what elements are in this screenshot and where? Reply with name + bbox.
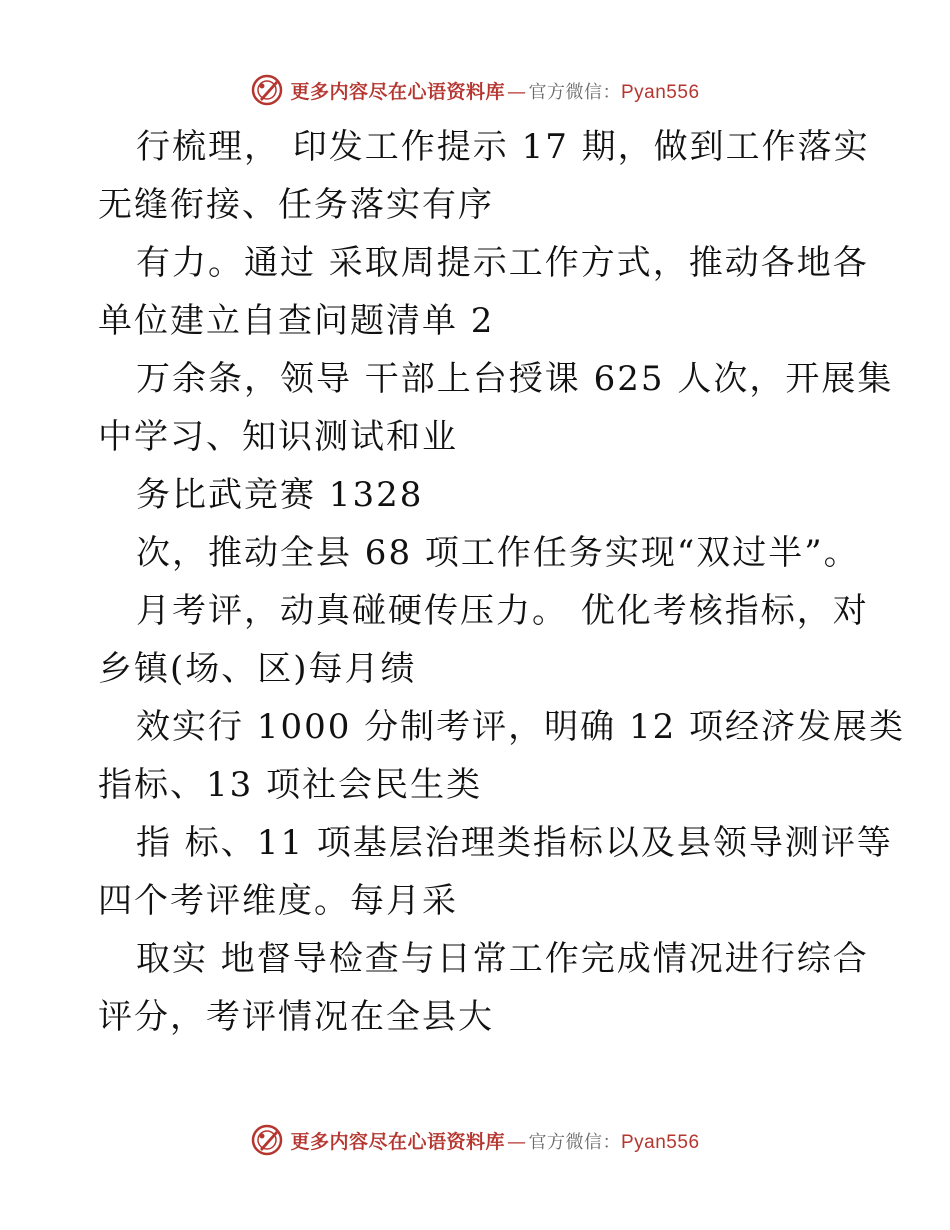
body-text-line: 取实 地督导检查与日常工作完成情况进行综合: [136, 939, 869, 979]
body-text-line: 行梳理， 印发工作提示 17 期，做到工作落实: [136, 127, 870, 167]
header-banner: [0, 70, 950, 110]
body-text-line: 次，推动全县 68 项工作任务实现“双过半”。: [136, 533, 860, 573]
body-text-line: 中学习、知识测试和业: [98, 417, 458, 457]
body-text-line: 单位建立自查问题清单 2: [98, 301, 495, 341]
body-text-line: 无缝衔接、任务落实有序: [98, 185, 494, 225]
header-watermark-text: [290, 77, 699, 104]
footer-banner: [0, 1120, 950, 1160]
brand-logo-icon: [250, 73, 284, 107]
body-text-line: 效实行 1000 分制考评，明确 12 项经济发展类: [136, 707, 906, 747]
footer-contact-label: 官方微信：: [528, 1131, 621, 1153]
header-brand-text: 更多内容尽在心语资料库: [290, 80, 505, 103]
body-text-line: 万余条，领导 干部上台授课 625 人次，开展集: [136, 359, 894, 399]
footer-watermark-text: [290, 1127, 699, 1154]
body-text-line: 有力。通过 采取周提示工作方式，推动各地各: [136, 243, 869, 283]
body-text-line: 指标、13 项社会民生类: [98, 765, 483, 805]
body-text-line: 指 标、11 项基层治理类指标以及县领导测评等: [136, 823, 893, 863]
footer-brand-text: 更多内容尽在心语资料库: [290, 1130, 505, 1153]
header-dash: —: [507, 80, 527, 103]
body-text-line: 评分，考评情况在全县大: [98, 997, 494, 1037]
body-text-line: 务比武竞赛 1328: [136, 475, 424, 515]
body-text-line: 四个考评维度。每月采: [98, 881, 458, 921]
footer-dash: —: [507, 1130, 527, 1153]
footer-contact-id: Pyan556: [621, 1131, 700, 1153]
body-text-line: 月考评，动真碰硬传压力。 优化考核指标，对: [136, 591, 869, 631]
brand-logo-icon: [250, 1123, 284, 1157]
header-contact-id: Pyan556: [621, 81, 700, 103]
header-contact-label: 官方微信：: [528, 81, 621, 103]
body-text-line: 乡镇(场、区)每月绩: [98, 649, 417, 689]
document-body: [98, 118, 906, 1046]
